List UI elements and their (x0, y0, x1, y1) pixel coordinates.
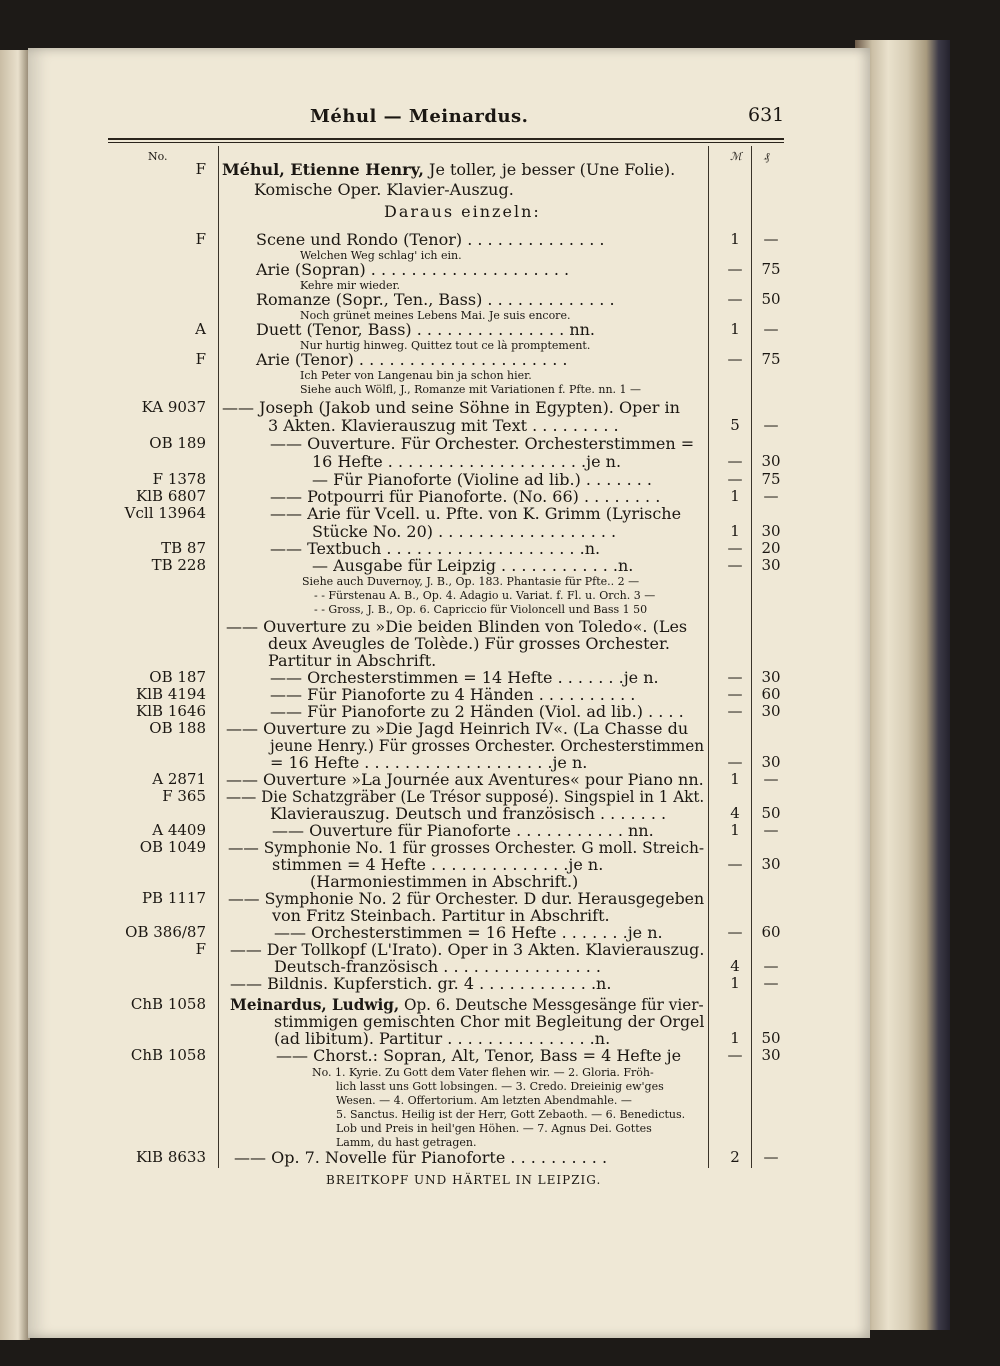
price-mark: — (727, 753, 743, 771)
price-pf: 30 (761, 556, 781, 574)
entry-text: —— Orchesterstimmen = 14 Hefte . . . . . . .je n. (270, 668, 659, 687)
entry-number: OB 187 (149, 668, 206, 686)
price-mark: — (727, 350, 743, 368)
entry-number: KlB 4194 (136, 685, 206, 703)
entry-text: — Ausgabe für Leipzig . . . . . . . . . . . .n. (312, 556, 634, 575)
entry-text: von Fritz Steinbach. Partitur in Abschrift. (272, 906, 610, 925)
price-mark: 1 (730, 770, 740, 788)
entry-note: 5. Sanctus. Heilig ist der Herr, Gott Zebaoth. — 6. Benedictus. (336, 1108, 686, 1121)
entry-number: F (195, 230, 206, 248)
entry-text: (Harmoniestimmen in Abschrift.) (310, 872, 579, 891)
entry-text: —— Ouverture. Für Orchester. Orchesterstimmen = (270, 434, 695, 453)
price-mark: — (727, 685, 743, 703)
entry-number: F 365 (162, 787, 206, 805)
price-mark: 1 (730, 320, 740, 338)
entry-note: Welchen Weg schlag' ich ein. (300, 249, 462, 262)
entry-text: —— Die Schatzgräber (Le Trésor supposé). Singspiel in 1 Akt. (226, 787, 705, 806)
entry-text: 3 Akten. Klavierauszug mit Text . . . . . . . . . (268, 416, 619, 435)
entry-number: OB 1049 (139, 838, 206, 856)
price-mark: — (727, 923, 743, 941)
entry-number: TB 87 (161, 539, 206, 557)
entry-text: Stücke No. 20) . . . . . . . . . . . . . . . . . . (312, 522, 617, 541)
price-mark: — (727, 668, 743, 686)
price-pf: 75 (761, 470, 781, 488)
entry-text: —— Für Pianoforte zu 4 Händen . . . . . . . . . . (270, 685, 636, 704)
entry-text: Daraus einzeln: (384, 202, 541, 221)
entry-number: F (195, 350, 206, 368)
entry-number: PB 1117 (141, 889, 206, 907)
page-header-title: Méhul — Meinardus. (310, 106, 529, 127)
price-pf: 75 (761, 350, 781, 368)
price-mark: 1 (730, 974, 740, 992)
price-mark: 1 (730, 1029, 740, 1047)
entry-number: OB 189 (149, 434, 206, 452)
entry-number: F (195, 940, 206, 958)
entry-text: —— Ouverture zu »Die Jagd Heinrich IV«. (La Chasse du (226, 719, 689, 738)
entry-text: —— Orchesterstimmen = 16 Hefte . . . . . . .je n. (274, 923, 663, 942)
entry-note: Kehre mir wieder. (300, 279, 401, 292)
price-pf: 75 (761, 260, 781, 278)
entry-text: (ad libitum). Partitur . . . . . . . . . . . . . . .n. (274, 1029, 611, 1048)
price-mark: — (727, 470, 743, 488)
publisher-footer: BREITKOPF UND HÄRTEL IN LEIPZIG. (326, 1173, 602, 1187)
price-pf: — (763, 487, 779, 505)
entry-number: ChB 1058 (130, 1046, 206, 1064)
entry-text: —— Symphonie No. 2 für Orchester. D dur. Herausgegeben (228, 889, 705, 908)
entry-text: = 16 Hefte . . . . . . . . . . . . . . . . . . .je n. (270, 753, 588, 772)
entry-text: 16 Hefte . . . . . . . . . . . . . . . . . . . .je n. (312, 452, 622, 471)
entry-text: Arie (Tenor) . . . . . . . . . . . . . . . . . . . . . (256, 350, 568, 369)
entry-number: OB 188 (149, 719, 206, 737)
price-mark: 1 (730, 522, 740, 540)
price-pf: 30 (761, 702, 781, 720)
entry-note: Siehe auch Duvernoy, J. B., Op. 183. Phantasie für Pfte.. 2 — (302, 575, 640, 588)
entry-number: KlB 8633 (136, 1148, 206, 1166)
entry-text: —— Ouverture »La Journée aux Aventures« pour Piano nn. (226, 770, 704, 789)
entry-text: Méhul, Etienne Henry, Je toller, je besser (Une Folie). (222, 160, 676, 179)
entry-note: Noch grünet meines Lebens Mai. Je suis encore. (300, 309, 571, 322)
column-divider-mark (708, 146, 709, 1168)
price-pf: — (763, 230, 779, 248)
entry-number: A 4409 (152, 821, 206, 839)
price-pf: — (763, 320, 779, 338)
entry-note: Ich Peter von Langenau bin ja schon hier. (300, 369, 532, 382)
left-page-edge (0, 50, 30, 1340)
price-mark: — (727, 260, 743, 278)
entry-number: OB 386/87 (125, 923, 206, 941)
entry-note: Siehe auch Wölfl, J., Romanze mit Variationen f. Pfte. nn. 1 — (300, 383, 642, 396)
entry-text: stimmigen gemischten Chor mit Begleitung der Orgel (274, 1012, 705, 1031)
entry-note: lich lasst uns Gott lobsingen. — 3. Credo. Dreieinig ew'ges (336, 1080, 664, 1093)
entry-number: KlB 6807 (136, 487, 206, 505)
price-mark: 2 (730, 1148, 740, 1166)
entry-text: Duett (Tenor, Bass) . . . . . . . . . . . . . . . nn. (256, 320, 596, 339)
entry-text: Arie (Sopran) . . . . . . . . . . . . . . . . . . . . (256, 260, 570, 279)
price-pf: 20 (761, 539, 781, 557)
entry-text: —— Ouverture zu »Die beiden Blinden von Toledo«. (Les (226, 617, 688, 636)
price-mark: — (727, 1046, 743, 1064)
entry-note: Lob und Preis in heil'gen Höhen. — 7. Agnus Dei. Gottes (336, 1122, 652, 1135)
entry-text: —— Für Pianoforte zu 2 Händen (Viol. ad lib.) . . . . (270, 702, 684, 721)
entry-text: —— Joseph (Jakob und seine Söhne in Egypten). Oper in (222, 398, 680, 417)
price-mark: 1 (730, 821, 740, 839)
price-mark: — (727, 556, 743, 574)
price-pf: 50 (761, 804, 781, 822)
column-divider-pf (751, 146, 752, 1168)
entry-text: —— Op. 7. Novelle für Pianoforte . . . . . . . . . . (234, 1148, 608, 1167)
price-mark: 1 (730, 230, 740, 248)
price-pf: 60 (761, 923, 781, 941)
price-mark: 4 (730, 804, 740, 822)
entry-text: stimmen = 4 Hefte . . . . . . . . . . . . . .je n. (272, 855, 604, 874)
price-pf: — (763, 416, 779, 434)
price-mark: 1 (730, 487, 740, 505)
entry-number: KA 9037 (141, 398, 206, 416)
price-pf: — (763, 974, 779, 992)
price-pf: 30 (761, 1046, 781, 1064)
price-mark: 4 (730, 957, 740, 975)
header-rule-thin (108, 142, 784, 143)
entry-text: —— Arie für Vcell. u. Pfte. von K. Grimm (Lyrische (270, 504, 682, 523)
entry-text: Scene und Rondo (Tenor) . . . . . . . . . . . . . . (256, 230, 605, 249)
entry-number: F (195, 160, 206, 178)
entry-note: Wesen. — 4. Offertorium. Am letzten Abendmahle. — (336, 1094, 632, 1107)
entry-text: — Für Pianoforte (Violine ad lib.) . . . . . . . (312, 470, 653, 489)
price-pf: 60 (761, 685, 781, 703)
entry-number: ChB 1058 (130, 995, 206, 1013)
entry-text: Komische Oper. Klavier-Auszug. (254, 180, 514, 199)
price-pf: — (763, 1148, 779, 1166)
column-divider-left (218, 146, 219, 1168)
entry-text: Romanze (Sopr., Ten., Bass) . . . . . . . . . . . . . (256, 290, 615, 309)
entry-number: KlB 1646 (136, 702, 206, 720)
entry-text: Deutsch-französisch . . . . . . . . . . . . . . . . (274, 957, 601, 976)
entry-text: —— Der Tollkopf (L'Irato). Oper in 3 Akten. Klavierauszug. (230, 940, 705, 959)
entry-text: —— Potpourri für Pianoforte. (No. 66) . . . . . . . . (270, 487, 661, 506)
price-pf: 30 (761, 522, 781, 540)
entry-text: Meinardus, Ludwig, Op. 6. Deutsche Messgesänge für vier- (230, 995, 704, 1014)
entry-text: Partitur in Abschrift. (268, 651, 437, 670)
price-mark: — (727, 539, 743, 557)
price-pf: 50 (761, 1029, 781, 1047)
price-mark: — (727, 452, 743, 470)
entry-number: A 2871 (152, 770, 206, 788)
entry-text: deux Aveugles de Tolède.) Für grosses Orchester. (268, 634, 670, 653)
entry-number: Vcll 13964 (124, 504, 206, 522)
entry-number: F 1378 (152, 470, 206, 488)
column-header-pf: ₰ (764, 150, 770, 163)
entry-note: - - Gross, J. B., Op. 6. Capriccio für Violoncell und Bass 1 50 (314, 603, 648, 616)
price-mark: — (727, 855, 743, 873)
entry-note: No. 1. Kyrie. Zu Gott dem Vater flehen wir. — 2. Gloria. Fröh- (312, 1066, 654, 1079)
column-header-mark: ℳ (730, 150, 742, 163)
price-mark: — (727, 702, 743, 720)
entry-text: —— Bildnis. Kupferstich. gr. 4 . . . . . . . . . . . .n. (230, 974, 612, 993)
header-rule (108, 138, 784, 140)
page-number: 631 (748, 104, 785, 126)
entry-number: TB 228 (151, 556, 206, 574)
price-pf: 50 (761, 290, 781, 308)
price-pf: — (763, 770, 779, 788)
entry-text: —— Textbuch . . . . . . . . . . . . . . . . . . . .n. (270, 539, 601, 558)
price-pf: 30 (761, 855, 781, 873)
entry-text: —— Ouverture für Pianoforte . . . . . . . . . . . nn. (272, 821, 654, 840)
price-pf: 30 (761, 668, 781, 686)
entry-text: —— Chorst.: Sopran, Alt, Tenor, Bass = 4 Hefte je (276, 1046, 682, 1065)
entry-text: Klavierauszug. Deutsch und französisch . . . . . . . (270, 804, 667, 823)
column-header-no: No. (148, 150, 168, 163)
price-mark: 5 (730, 416, 740, 434)
price-pf: 30 (761, 753, 781, 771)
price-pf: — (763, 821, 779, 839)
price-mark: — (727, 290, 743, 308)
price-pf: 30 (761, 452, 781, 470)
entry-note: Nur hurtig hinweg. Quittez tout ce là promptement. (300, 339, 591, 352)
entry-note: Lamm, du hast getragen. (336, 1136, 477, 1149)
entry-text: —— Symphonie No. 1 für grosses Orchester. G moll. Streich- (228, 838, 705, 857)
entry-text: jeune Henry.) Für grosses Orchester. Orchesterstimmen (270, 736, 705, 755)
entry-note: - - Fürstenau A. B., Op. 4. Adagio u. Variat. f. Fl. u. Orch. 3 — (314, 589, 656, 602)
price-pf: — (763, 957, 779, 975)
entry-number: A (195, 320, 206, 338)
